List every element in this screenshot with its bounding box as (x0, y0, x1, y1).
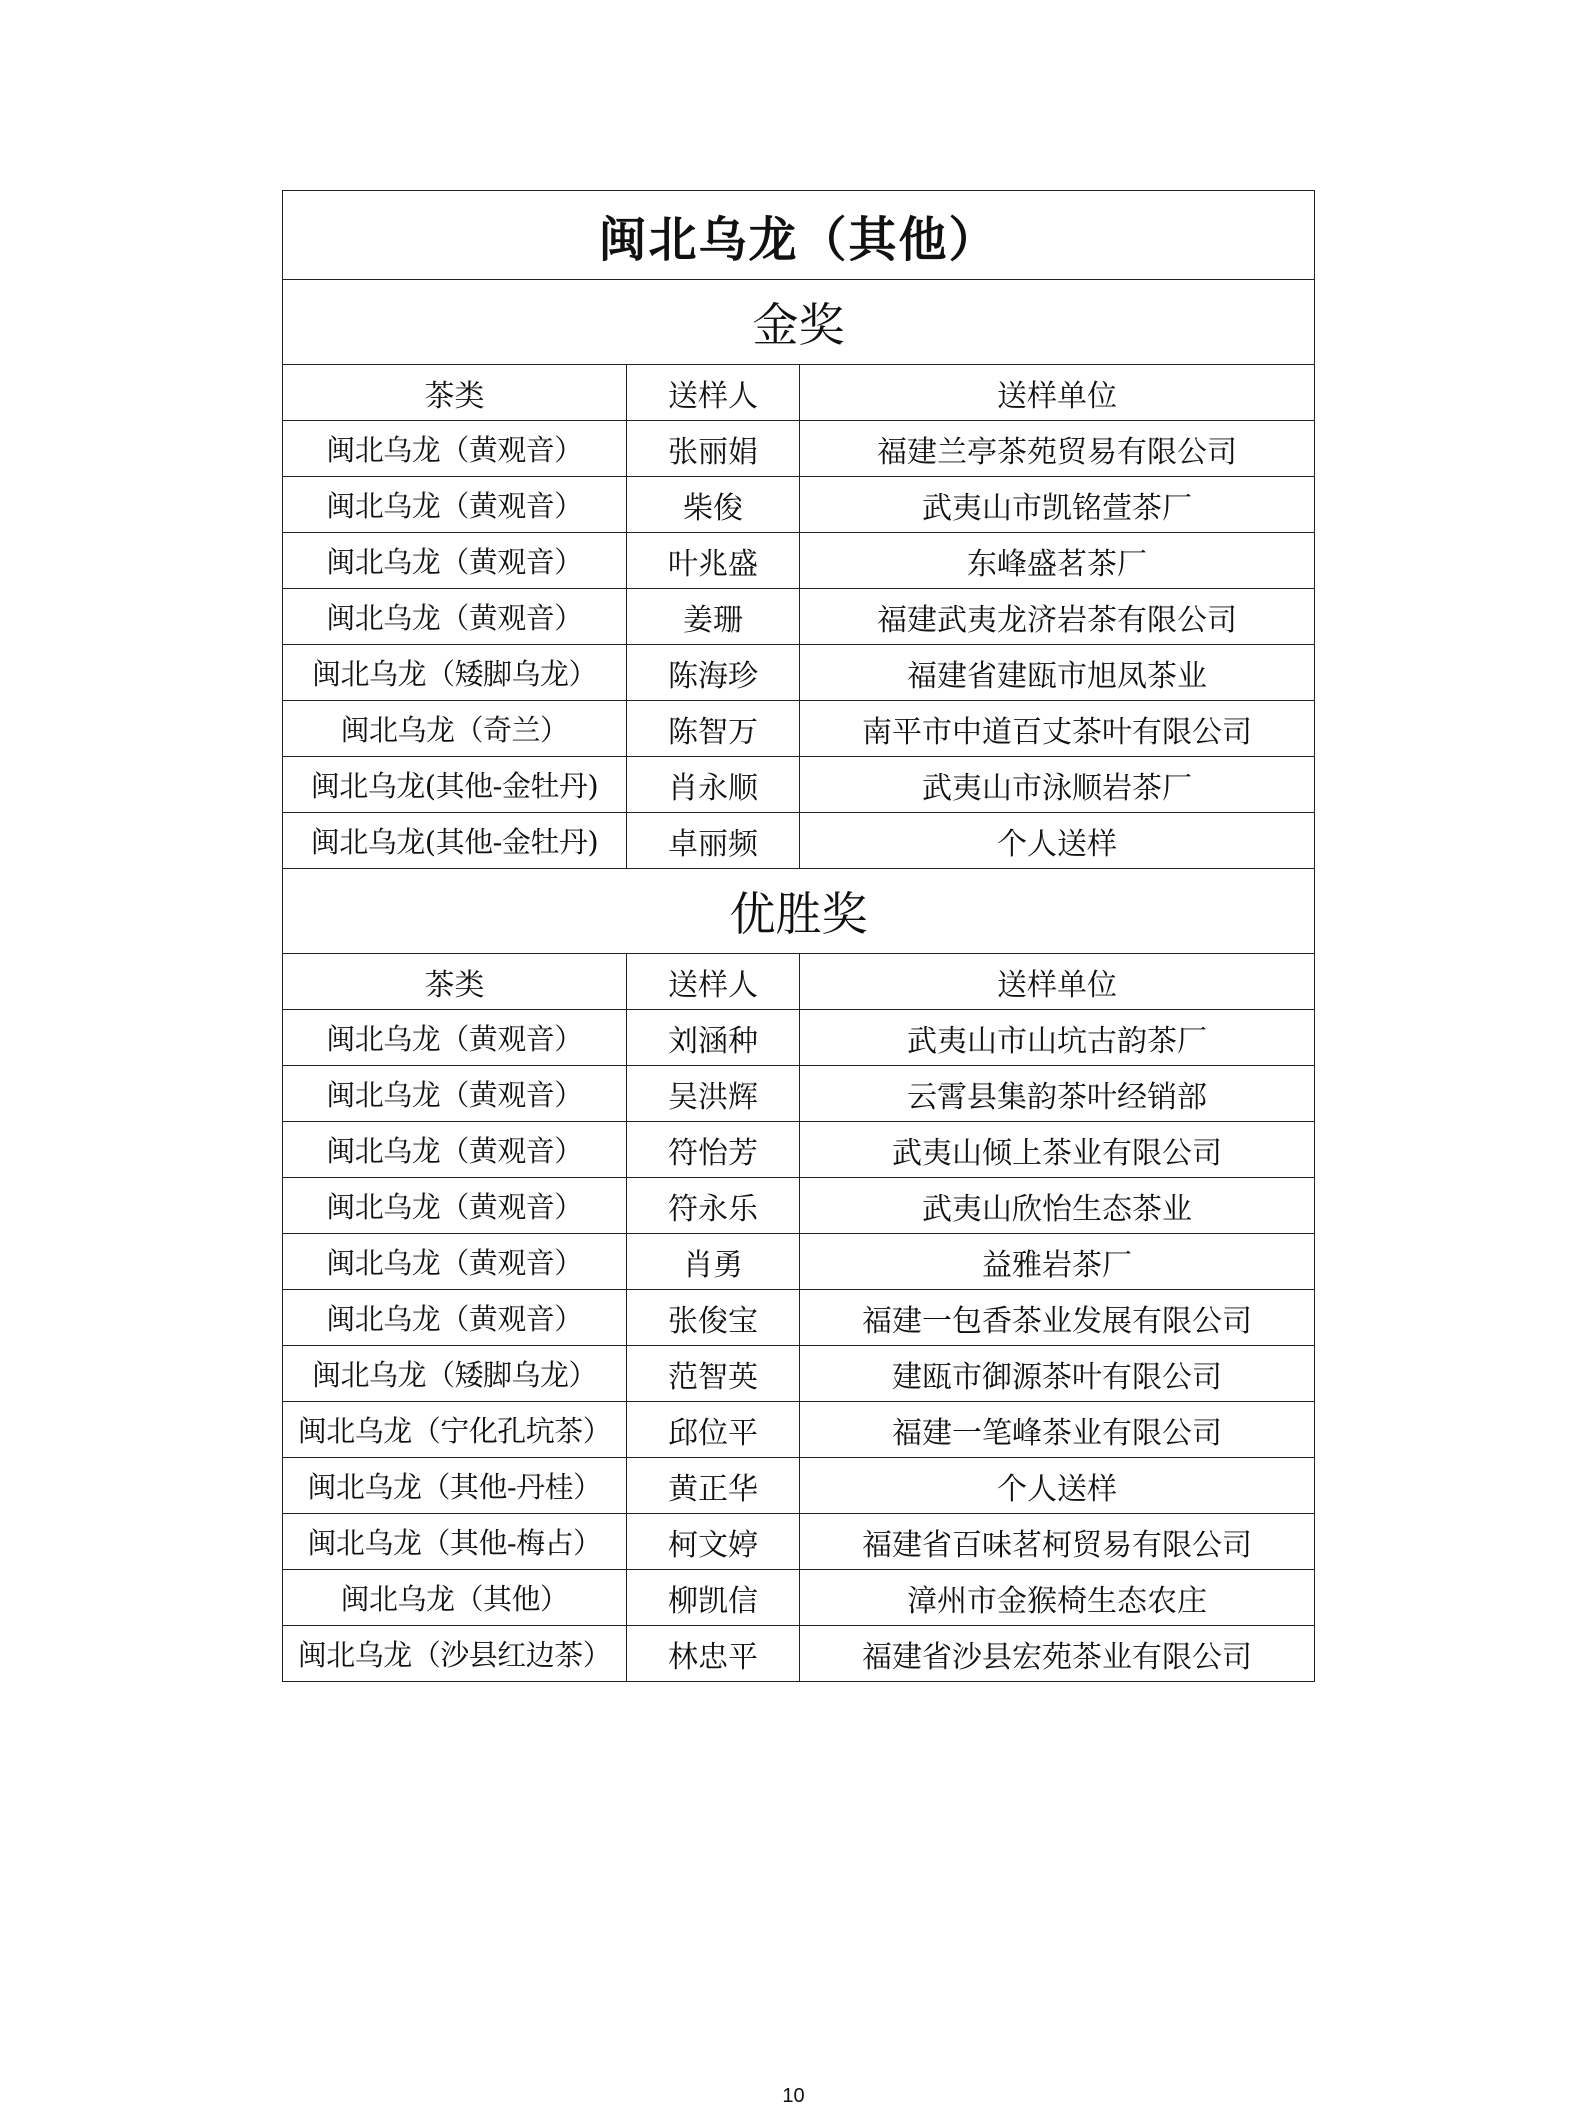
person-cell: 符怡芳 (627, 1122, 800, 1178)
table-row (283, 813, 1315, 869)
unit-cell: 云霄县集韵茶叶经销部 (800, 1066, 1315, 1122)
table-title: 闽北乌龙（其他） (283, 191, 1315, 280)
table-row (283, 1626, 1315, 1682)
column-header-unit: 送样单位 (800, 954, 1315, 1010)
tea-cell: 闽北乌龙（其他-丹桂） (283, 1458, 627, 1514)
column-header-person: 送样人 (627, 365, 800, 421)
table-row (283, 533, 1315, 589)
tea-cell: 闽北乌龙（黄观音） (283, 421, 627, 477)
unit-cell: 个人送样 (800, 813, 1315, 869)
column-header-tea: 茶类 (283, 954, 627, 1010)
excellence-section-row (283, 869, 1315, 954)
table-row (283, 1066, 1315, 1122)
tea-cell: 闽北乌龙（黄观音） (283, 1178, 627, 1234)
page-number: 10 (782, 2085, 805, 2107)
tea-cell: 闽北乌龙(其他-金牡丹) (283, 813, 627, 869)
tea-cell: 闽北乌龙（黄观音） (283, 1290, 627, 1346)
person-cell: 陈智万 (627, 701, 800, 757)
table-row (283, 757, 1315, 813)
unit-cell: 漳州市金猴椅生态农庄 (800, 1570, 1315, 1626)
table-row (283, 589, 1315, 645)
person-cell: 邱位平 (627, 1402, 800, 1458)
tea-cell: 闽北乌龙（矮脚乌龙） (283, 1346, 627, 1402)
person-cell: 林忠平 (627, 1626, 800, 1682)
person-cell: 姜珊 (627, 589, 800, 645)
tea-cell: 闽北乌龙（黄观音） (283, 589, 627, 645)
unit-cell: 益雅岩茶厂 (800, 1234, 1315, 1290)
tea-cell: 闽北乌龙（黄观音） (283, 533, 627, 589)
tea-cell: 闽北乌龙(其他-金牡丹) (283, 757, 627, 813)
table-row (283, 1570, 1315, 1626)
award-table (282, 190, 1315, 1682)
table-row (283, 1402, 1315, 1458)
person-cell: 刘涵种 (627, 1010, 800, 1066)
table-row (283, 1122, 1315, 1178)
unit-cell: 福建省百味茗柯贸易有限公司 (800, 1514, 1315, 1570)
column-header-tea: 茶类 (283, 365, 627, 421)
table-row (283, 1234, 1315, 1290)
unit-cell: 南平市中道百丈茶叶有限公司 (800, 701, 1315, 757)
gold-section-row (283, 280, 1315, 365)
table-row (283, 1178, 1315, 1234)
person-cell: 符永乐 (627, 1178, 800, 1234)
table-row (283, 1458, 1315, 1514)
person-cell: 肖勇 (627, 1234, 800, 1290)
tea-cell: 闽北乌龙（宁化孔坑茶） (283, 1402, 627, 1458)
person-cell: 张丽娟 (627, 421, 800, 477)
person-cell: 陈海珍 (627, 645, 800, 701)
unit-cell: 武夷山市泳顺岩茶厂 (800, 757, 1315, 813)
unit-cell: 福建一笔峰茶业有限公司 (800, 1402, 1315, 1458)
tea-cell: 闽北乌龙（黄观音） (283, 1234, 627, 1290)
gold-header-row (283, 365, 1315, 421)
unit-cell: 东峰盛茗茶厂 (800, 533, 1315, 589)
table-row (283, 477, 1315, 533)
person-cell: 吴洪辉 (627, 1066, 800, 1122)
column-header-person: 送样人 (627, 954, 800, 1010)
tea-cell: 闽北乌龙（其他） (283, 1570, 627, 1626)
table-row (283, 1514, 1315, 1570)
tea-cell: 闽北乌龙（其他-梅占） (283, 1514, 627, 1570)
tea-cell: 闽北乌龙（黄观音） (283, 1066, 627, 1122)
unit-cell: 福建省建瓯市旭凤茶业 (800, 645, 1315, 701)
tea-cell: 闽北乌龙（黄观音） (283, 1010, 627, 1066)
title-row (283, 191, 1315, 280)
unit-cell: 福建兰亭茶苑贸易有限公司 (800, 421, 1315, 477)
person-cell: 卓丽频 (627, 813, 800, 869)
excellence-section-heading: 优胜奖 (283, 869, 1315, 954)
unit-cell: 武夷山市凯铭萱茶厂 (800, 477, 1315, 533)
gold-section-heading: 金奖 (283, 280, 1315, 365)
table-row (283, 1346, 1315, 1402)
unit-cell: 建瓯市御源茶叶有限公司 (800, 1346, 1315, 1402)
unit-cell: 个人送样 (800, 1458, 1315, 1514)
person-cell: 柳凯信 (627, 1570, 800, 1626)
person-cell: 肖永顺 (627, 757, 800, 813)
unit-cell: 武夷山市山坑古韵茶厂 (800, 1010, 1315, 1066)
tea-cell: 闽北乌龙（矮脚乌龙） (283, 645, 627, 701)
table-row (283, 421, 1315, 477)
person-cell: 范智英 (627, 1346, 800, 1402)
table-row (283, 645, 1315, 701)
unit-cell: 福建武夷龙济岩茶有限公司 (800, 589, 1315, 645)
unit-cell: 福建省沙县宏苑茶业有限公司 (800, 1626, 1315, 1682)
table-row (283, 1010, 1315, 1066)
person-cell: 柴俊 (627, 477, 800, 533)
person-cell: 张俊宝 (627, 1290, 800, 1346)
person-cell: 叶兆盛 (627, 533, 800, 589)
column-header-unit: 送样单位 (800, 365, 1315, 421)
tea-cell: 闽北乌龙（黄观音） (283, 1122, 627, 1178)
tea-cell: 闽北乌龙（黄观音） (283, 477, 627, 533)
unit-cell: 福建一包香茶业发展有限公司 (800, 1290, 1315, 1346)
person-cell: 黄正华 (627, 1458, 800, 1514)
person-cell: 柯文婷 (627, 1514, 800, 1570)
excellence-header-row (283, 954, 1315, 1010)
tea-cell: 闽北乌龙（沙县红边茶） (283, 1626, 627, 1682)
table-row (283, 701, 1315, 757)
unit-cell: 武夷山欣怡生态茶业 (800, 1178, 1315, 1234)
table-row (283, 1290, 1315, 1346)
unit-cell: 武夷山倾上茶业有限公司 (800, 1122, 1315, 1178)
tea-cell: 闽北乌龙（奇兰） (283, 701, 627, 757)
